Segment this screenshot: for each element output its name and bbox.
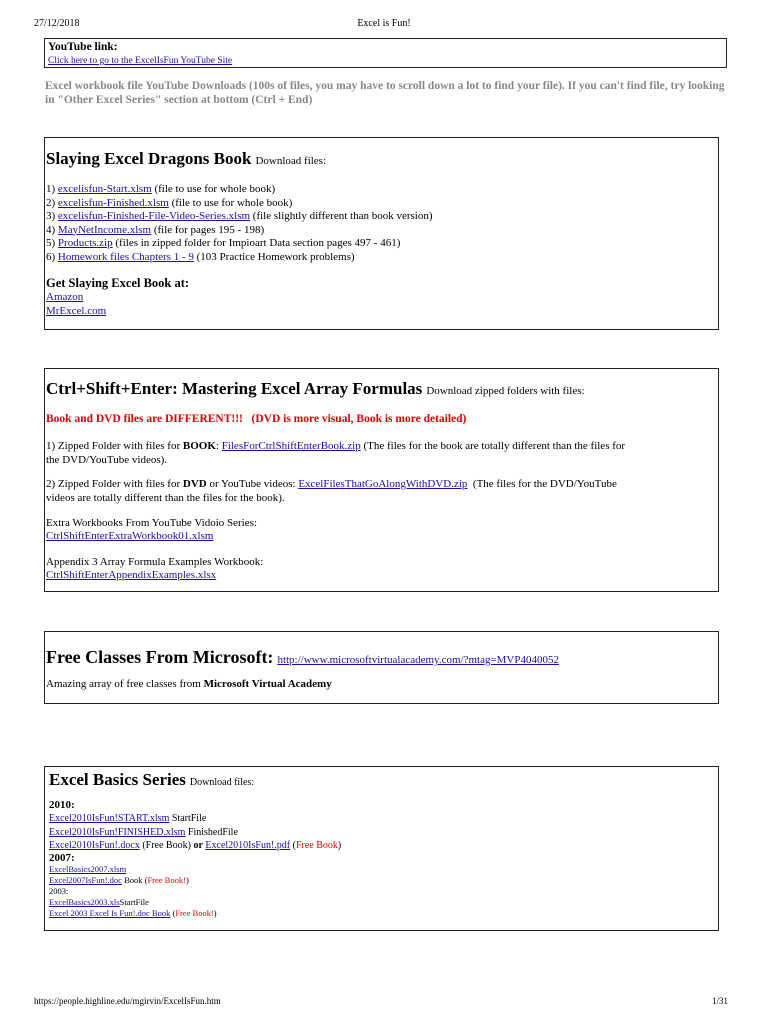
basics-2007-doc-link[interactable]: Excel2007IsFun!.doc — [49, 875, 122, 885]
dragons-list — [46, 183, 433, 264]
finished-file-link[interactable]: Excel2010IsFun!FINISHED.xlsm — [49, 826, 186, 838]
year-2010-label: 2010: — [49, 799, 75, 811]
list-item: 2) excelisfun-Finished.xlsm (file to use for whole book) — [46, 196, 293, 209]
year-2007-label: 2007: — [49, 852, 75, 864]
print-title: Excel is Fun! — [357, 18, 411, 29]
basics-suffix: Download files: — [189, 777, 255, 788]
get-book-label: Get Slaying Excel Book at: — [46, 276, 190, 290]
basics-2003-doc-link[interactable]: Excel 2003 Excel Is Fun!.doc Book — [49, 908, 171, 918]
mrexcel-link[interactable]: MrExcel.com — [46, 305, 107, 317]
list-item: 1) excelisfun-Start.xlsm (file to use for whole book) — [46, 183, 276, 195]
microsoft-title: Free Classes From Microsoft: — [46, 647, 274, 667]
basics-box — [44, 766, 719, 931]
appendix-link[interactable]: CtrlShiftEnterAppendixExamples.xlsx — [46, 569, 217, 581]
file-link[interactable]: excelisfun-Finished.xlsm — [57, 196, 169, 209]
basics-2003-xls-link[interactable]: ExcelBasics2003.xls — [49, 897, 120, 907]
microsoft-link[interactable]: http://www.microsoftvirtualacademy.com/?mtag=MVP4040052 — [277, 654, 559, 666]
file-link[interactable]: MayNetIncome.xlsm — [57, 223, 152, 236]
file-link[interactable]: Products.zip — [57, 237, 113, 249]
file-link[interactable]: excelisfun-Finished-File-Video-Series.xlsm — [57, 210, 251, 222]
extra-workbooks-label: Extra Workbooks From YouTube Vidoio Series: — [46, 517, 257, 529]
basics-title: Excel Basics Series — [49, 770, 186, 789]
cse-dvd-para: 2) Zipped Folder with files for DVD or YouTube videos: ExcelFilesThatGoAlongWithDVD.zip (The files for the DVD/YouTube videos are totally different than the files for the book). — [46, 478, 617, 504]
appendix-label: Appendix 3 Array Formula Examples Workbook: — [46, 556, 264, 568]
cse-heading — [46, 379, 585, 399]
page-number: 1/31 — [712, 996, 729, 1006]
dragons-suffix: Download files: — [255, 155, 327, 167]
dragons-title: Slaying Excel Dragons Book — [46, 149, 252, 168]
cse-warning: Book and DVD files are DIFFERENT!!! (DVD is more visual, Book is more detailed) — [46, 413, 467, 425]
book-zip-link[interactable]: FilesForCtrlShiftEnterBook.zip — [221, 440, 361, 452]
pdf-book-link[interactable]: Excel2010IsFun!.pdf — [205, 840, 291, 851]
list-item: 4) MayNetIncome.xlsm (file for pages 195 - 198) — [46, 223, 265, 236]
cse-book-para: 1) Zipped Folder with files for BOOK: FilesForCtrlShiftEnterBook.zip (The files for the book are totally different than the files for the DVD/YouTube videos). — [46, 440, 626, 466]
file-link[interactable]: excelisfun-Start.xlsm — [57, 183, 152, 195]
youtube-link[interactable]: Click here to go to the ExcelIsFun YouTube Site — [48, 56, 233, 66]
youtube-box — [44, 38, 727, 68]
print-url: https://people.highline.edu/mgirvin/ExcelIsFun.htm — [34, 996, 221, 1006]
basics-2007-xlsm-link[interactable]: ExcelBasics2007.xlsm — [49, 864, 127, 874]
year-2003-label: 2003: — [49, 886, 69, 896]
download-note: Excel workbook file YouTube Downloads (100s of files, you may have to scroll down a lot to find your file). If you can't find file, try looking in "Other Excel Series" section at bottom (Ctrl + End) — [45, 80, 725, 106]
microsoft-box — [44, 631, 719, 704]
microsoft-heading — [46, 647, 559, 668]
dragons-heading — [46, 149, 326, 169]
list-item: 6) Homework files Chapters 1 - 9 (103 Practice Homework problems) — [46, 250, 355, 263]
print-date: 27/12/2018 — [34, 18, 80, 29]
cse-box — [44, 368, 719, 592]
extra-workbook-link[interactable]: CtrlShiftEnterExtraWorkbook01.xlsm — [46, 530, 214, 542]
youtube-label: YouTube link: — [48, 41, 118, 53]
microsoft-desc: Amazing array of free classes from Microsoft Virtual Academy — [46, 678, 332, 690]
cse-suffix: Download zipped folders with files: — [426, 385, 585, 397]
cse-title: Ctrl+Shift+Enter: Mastering Excel Array Formulas — [46, 379, 423, 398]
file-link[interactable]: Homework files Chapters 1 - 9 — [57, 250, 194, 263]
dvd-zip-link[interactable]: ExcelFilesThatGoAlongWithDVD.zip — [298, 478, 468, 490]
dragons-box — [44, 137, 719, 330]
list-item: 5) Products.zip (files in zipped folder for Impioart Data section pages 497 - 461) — [46, 237, 401, 249]
basics-2010-list: Excel2010IsFun!START.xlsm StartFile Excel2010IsFun!FINISHED.xlsm FinishedFile Excel2010IsFun!.docx (Free Book) or Excel2010IsFun!.pdf (Free Book) — [49, 813, 342, 851]
amazon-link[interactable]: Amazon — [46, 291, 84, 303]
start-file-link[interactable]: Excel2010IsFun!START.xlsm — [49, 813, 170, 824]
basics-heading — [49, 770, 254, 790]
list-item: 3) excelisfun-Finished-File-Video-Series.xlsm (file slightly different than book version) — [46, 210, 433, 222]
docx-book-link[interactable]: Excel2010IsFun!.docx — [49, 840, 140, 851]
basics-2007-list: ExcelBasics2007.xlsm Excel2007IsFun!.doc Book (Free Book!) 2003: ExcelBasics2003.xlsStartFile Excel 2003 Excel Is Fun!.doc Book (Free Book!) — [49, 864, 217, 918]
